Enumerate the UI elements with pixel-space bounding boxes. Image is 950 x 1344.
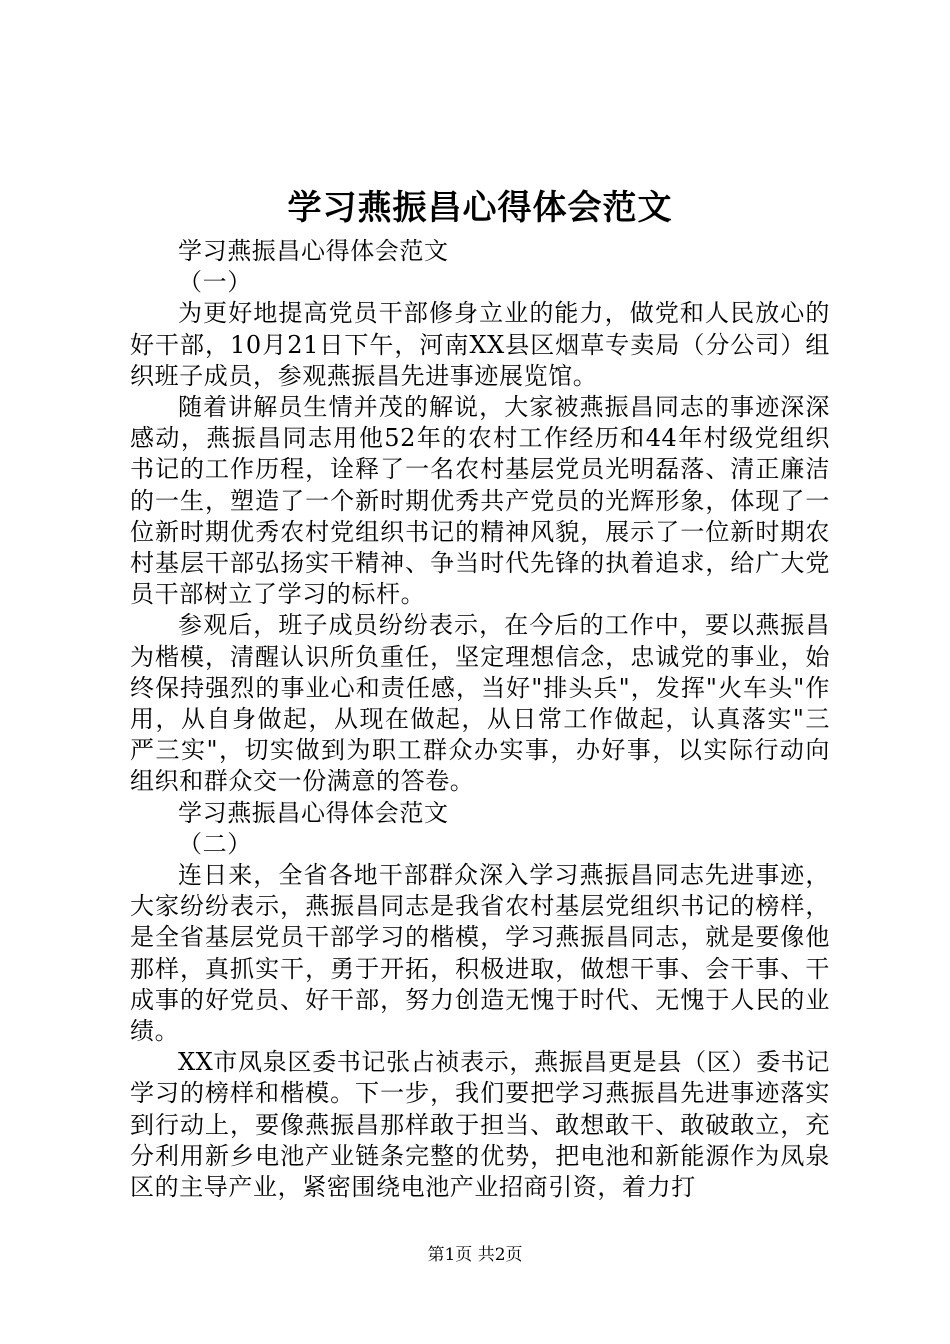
body-paragraph: 随着讲解员生情并茂的解说，大家被燕振昌同志的事迹深深感动，燕振昌同志用他52年的农村工作经历和44年村级党组织书记的工作历程，诠释了一名农村基层党员光明磊落、清正廉洁的一生，塑造了一个新时期优秀共产党员的光辉形象，体现了一位新时期优秀农村党组织书记的精神风貌，展示了一位新时期农村基层干部弘扬实干精神、争当时代先锋的执着追求，给广大党员干部树立了学习的标杆。	[130, 393, 830, 609]
section-heading-2: 学习燕振昌心得体会范文	[178, 798, 449, 827]
page-number-footer: 第1页 共2页	[427, 1245, 523, 1265]
body-paragraph: XX市凤泉区委书记张占祯表示，燕振昌更是县（区）委书记学习的榜样和楷模。下一步，我们要把学习燕振昌先进事迹落实到行动上，要像燕振昌那样敢于担当、敢想敢干、敢破敢立，充分利用新乡电池产业链条完整的优势，把电池和新能源作为凤泉区的主导产业，紧密围绕电池产业招商引资，着力打	[130, 1048, 830, 1202]
section-number-1: （一）	[178, 268, 252, 297]
body-paragraph: 为更好地提高党员干部修身立业的能力，做党和人民放心的好干部，10月21日下午，河南XX县区烟草专卖局（分公司）组织班子成员，参观燕振昌先进事迹展览馆。	[130, 299, 830, 390]
body-paragraph: 参观后，班子成员纷纷表示，在今后的工作中，要以燕振昌为楷模，清醒认识所负重任，坚定理想信念，忠诚党的事业，始终保持强烈的事业心和责任感，当好"排头兵"，发挥"火车头"作用，从自身做起，从现在做起，从日常工作做起，认真落实"三严三实"，切实做到为职工群众办实事，办好事，以实际行动向组织和群众交一份满意的答卷。	[130, 611, 830, 796]
section-number-2: （二）	[178, 829, 252, 858]
document-body	[130, 236, 830, 1203]
body-paragraph: 连日来，全省各地干部群众深入学习燕振昌同志先进事迹，大家纷纷表示，燕振昌同志是我省农村基层党组织书记的榜样，是全省基层党员干部学习的楷模，学习燕振昌同志，就是要像他那样，真抓实干，勇于开拓，积极进取，做想干事、会干事、干成事的好党员、好干部，努力创造无愧于时代、无愧于人民的业绩。	[130, 861, 830, 1046]
section-heading-1: 学习燕振昌心得体会范文	[178, 237, 449, 265]
document-title: 学习燕振昌心得体会范文	[287, 188, 673, 228]
